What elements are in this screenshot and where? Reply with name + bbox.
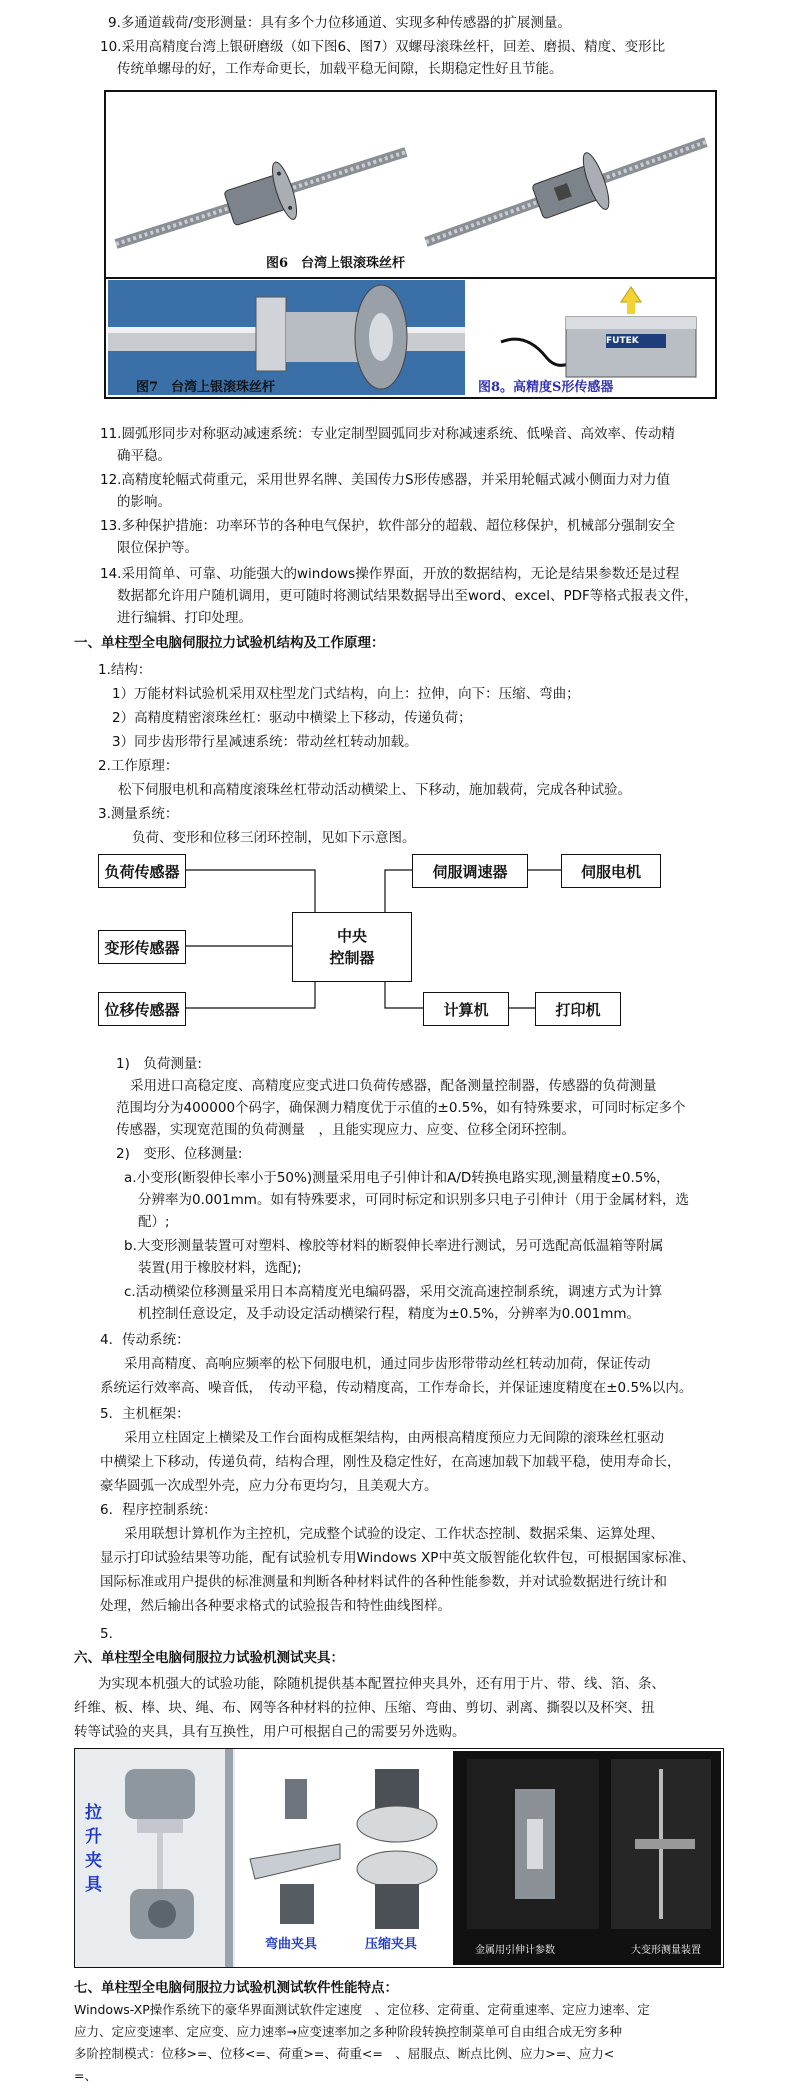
load-measure-title: 1) 负荷测量: [116,1056,202,1072]
extensometer-label: 金属用引伸计参数 [475,1945,555,1956]
pull-grip-char-3: 夹 [85,1851,102,1871]
program-l4: 处理，然后输出各种要求格式的试验报告和特性曲线图样。 [100,1598,451,1614]
section7-l4: =、 [74,2068,97,2083]
section1-principle: 2.工作原理： [98,758,179,774]
figure-panel [104,90,717,399]
pull-grip-char-4: 具 [85,1875,102,1895]
section6-l2: 纤维、板、棒、块、绳、布、网等各种材料的拉伸、压缩、弯曲、剪切、剥离、撕裂以及杯突、扭 [74,1700,655,1716]
frame-l1: 采用立柱固定上横梁及工作台面构成框架结构，由两根高精度预应力无间隙的滚珠丝杠驱动 [124,1430,664,1446]
printer-box: 打印机 [535,992,621,1026]
section6-heading: 六、单柱型全电脑伺服拉力试验机测试夹具： [74,1650,344,1666]
item-13-line2: 限位保护等。 [117,540,198,556]
deform-measure-title: 2) 变形、位移测量: [116,1146,243,1162]
item-14-line2: 数据都允许用户随机调用，更可随时将测试结果数据导出至word、excel、PDF等格式报表文件， [117,588,698,604]
servo-regulator-box: 伺服调速器 [412,854,528,888]
section7-l3: 多阶控制模式：位移>=、位移<=、荷重>=、荷重<= 、屈服点、断点比例、应力>=、应力< [74,2046,615,2061]
item-14-line3: 进行编辑、打印处理。 [117,610,252,626]
section6-l1: 为实现本机强大的试验功能，除随机提供基本配置拉伸夹具外，还有用于片、带、线、箔、条、 [98,1676,665,1692]
load-measure-l1: 采用进口高稳定度、高精度应变式进口负荷传感器，配备测量控制器，传感器的负荷测量 [130,1078,657,1094]
drive-l1: 采用高精度、高响应频率的松下伺服电机，通过同步齿形带带动丝杠转动加荷，保证传动 [124,1356,651,1372]
drive-l2: 系统运行效率高、噪音低， 传动平稳，传动精度高，工作寿命长，并保证速度精度在±0.5%以内。 [100,1380,693,1396]
item-14-line1: 14.采用简单、可靠、功能强大的windows操作界面，开放的数据结构，无论是结果参数还是过程 [100,566,680,582]
deform-a-l1: a.小变形(断裂伸长率小于50%)测量采用电子引伸计和A/D转换电路实现,测量精度±0.5%， [124,1170,670,1186]
fig8-caption: 图8。高精度S形传感器 [478,380,614,395]
item-10-line2: 传统单螺母的好，工作寿命更长，加载平稳无间隙，长期稳定性好且节能。 [117,61,563,77]
large-deform-label: 大变形测量装置 [631,1945,701,1956]
section1-measure-text: 负荷、变形和位移三闭环控制，见如下示意图。 [132,830,416,846]
item-12-line2: 的影响。 [117,494,171,510]
central-controller-box [292,912,412,982]
controller-label-1: 中央 [336,927,367,945]
section6-l3: 转等试验的夹具，具有互换性，用户可根据自己的需要另外选购。 [74,1724,466,1740]
deform-b-l2: 装置(用于橡胶材料，选配); [138,1260,302,1276]
fig6-caption: 图6 台湾上银滚珠丝杆 [266,256,406,271]
deform-b-l1: b.大变形测量装置可对塑料、橡胶等材料的断裂伸长率进行测试，另可选配高低温箱等附属 [124,1238,664,1254]
compress-fixture-label: 压缩夹具 [365,1937,418,1952]
frame-l2: 中横梁上下移动，传递负荷，结构合理，刚性及稳定性好，在高速加载下加载平稳，使用寿命长， [100,1454,681,1470]
fig7-caption: 图7 台湾上银滚珠丝杆 [136,380,276,395]
section7-l2: 应力、定应变速率、定应变、应力速率→应变速率加之多种阶段转换控制菜单可自由组合成无穷多种 [74,2024,622,2039]
deform-a-l3: 配）; [138,1214,170,1230]
program-l1: 采用联想计算机作为主控机，完成整个试验的设定、工作状态控制、数据采集、运算处理、 [124,1526,664,1542]
section1-measure: 3.测量系统： [98,806,179,822]
item-5-stub: 5． [100,1626,123,1642]
item-13-line1: 13.多种保护措施：功率环节的各种电气保护，软件部分的超载、超位移保护，机械部分强制安全 [100,518,675,534]
pull-grip-label [85,1801,107,1897]
sensor-brand: FUTEK [606,336,639,346]
deform-a-l2: 分辨率为0.001mm。如有特殊要求，可同时标定和识别多只电子引伸计（用于金属材料，选 [138,1192,689,1208]
deform-c-l2: 机控制任意设定，及手动设定活动横梁行程，精度为±0.5%，分辨率为0.001mm。 [138,1306,641,1322]
pull-grip-char-1: 拉 [85,1803,102,1823]
program-title: 6．程序控制系统： [100,1502,217,1518]
section1-structure: 1.结构： [98,662,152,678]
load-measure-l2: 范围均分为400000个码字，确保测力精度优于示值的±0.5%，如有特殊要求，可同时标定多个 [116,1100,686,1116]
frame-title: 5．主机框架： [100,1406,190,1422]
load-sensor-box: 负荷传感器 [98,854,186,888]
deform-sensor-box: 变形传感器 [98,930,186,964]
item-12-line1: 12.高精度轮幅式荷重元，采用世界名牌、美国传力S形传感器，并采用轮幅式减小侧面力对力值 [100,472,671,488]
item-11-line1: 11.圆弧形同步对称驱动减速系统：专业定制型圆弧同步对称减速系统、低噪音、高效率、传动精 [100,426,675,442]
fixtures-panel [74,1748,724,1968]
section1-heading: 一、单柱型全电脑伺服拉力试验机结构及工作原理： [74,635,385,651]
section7-l1: Windows-XP操作系统下的豪华界面测试软件定速度 、定位移、定荷重、定荷重速率、定应力速率、定 [74,2002,650,2017]
controller-label-2: 控制器 [329,949,375,967]
section1-principle-text: 松下伺服电机和高精度滚珠丝杠带动活动横梁上、下移动，施加载荷，完成各种试验。 [118,782,631,798]
section1-structure-1: 1）万能材料试验机采用双柱型龙门式结构，向上：拉伸，向下：压缩、弯曲； [112,686,580,702]
section1-structure-3: 3）同步齿形带行星减速系统：带动丝杠转动加载。 [112,734,418,750]
section1-structure-2: 2）高精度精密滚珠丝杠：驱动中横梁上下移动，传递负荷； [112,710,472,726]
pull-grip-char-2: 升 [85,1827,102,1847]
ballscrew-illustrations [106,92,715,397]
program-l3: 国际标准或用户提供的标准测量和判断各种材料试件的各种性能参数，并对试验数据进行统计和 [100,1574,667,1590]
item-10-line1: 10.采用高精度台湾上银研磨级（如下图6、图7）双螺母滚珠丝杆，回差、磨损、精度、变形比 [100,39,666,55]
item-9: 9.多通道载荷/变形测量：具有多个力位移通道、实现多种传感器的扩展测量。 [108,15,571,31]
drive-title: 4．传动系统： [100,1332,190,1348]
servo-motor-box: 伺服电机 [561,854,661,888]
bend-fixture-label: 弯曲夹具 [265,1937,318,1952]
deform-c-l1: c.活动横梁位移测量采用日本高精度光电编码器，采用交流高速控制系统，调速方式为计算 [124,1284,663,1300]
program-l2: 显示打印试验结果等功能，配有试验机专用Windows XP中英文版智能化软件包，可根据国家标准、 [100,1550,695,1566]
computer-box: 计算机 [423,992,509,1026]
frame-l3: 豪华圆弧一次成型外壳，应力分布更均匀，且美观大方。 [100,1478,438,1494]
displacement-sensor-box: 位移传感器 [98,992,186,1026]
load-measure-l3: 传感器，实现宽范围的负荷测量 ，且能实现应力、应变、位移全闭环控制。 [116,1122,575,1138]
item-11-line2: 确平稳。 [117,448,171,464]
section7-heading: 七、单柱型全电脑伺服拉力试验机测试软件性能特点： [74,1980,398,1996]
